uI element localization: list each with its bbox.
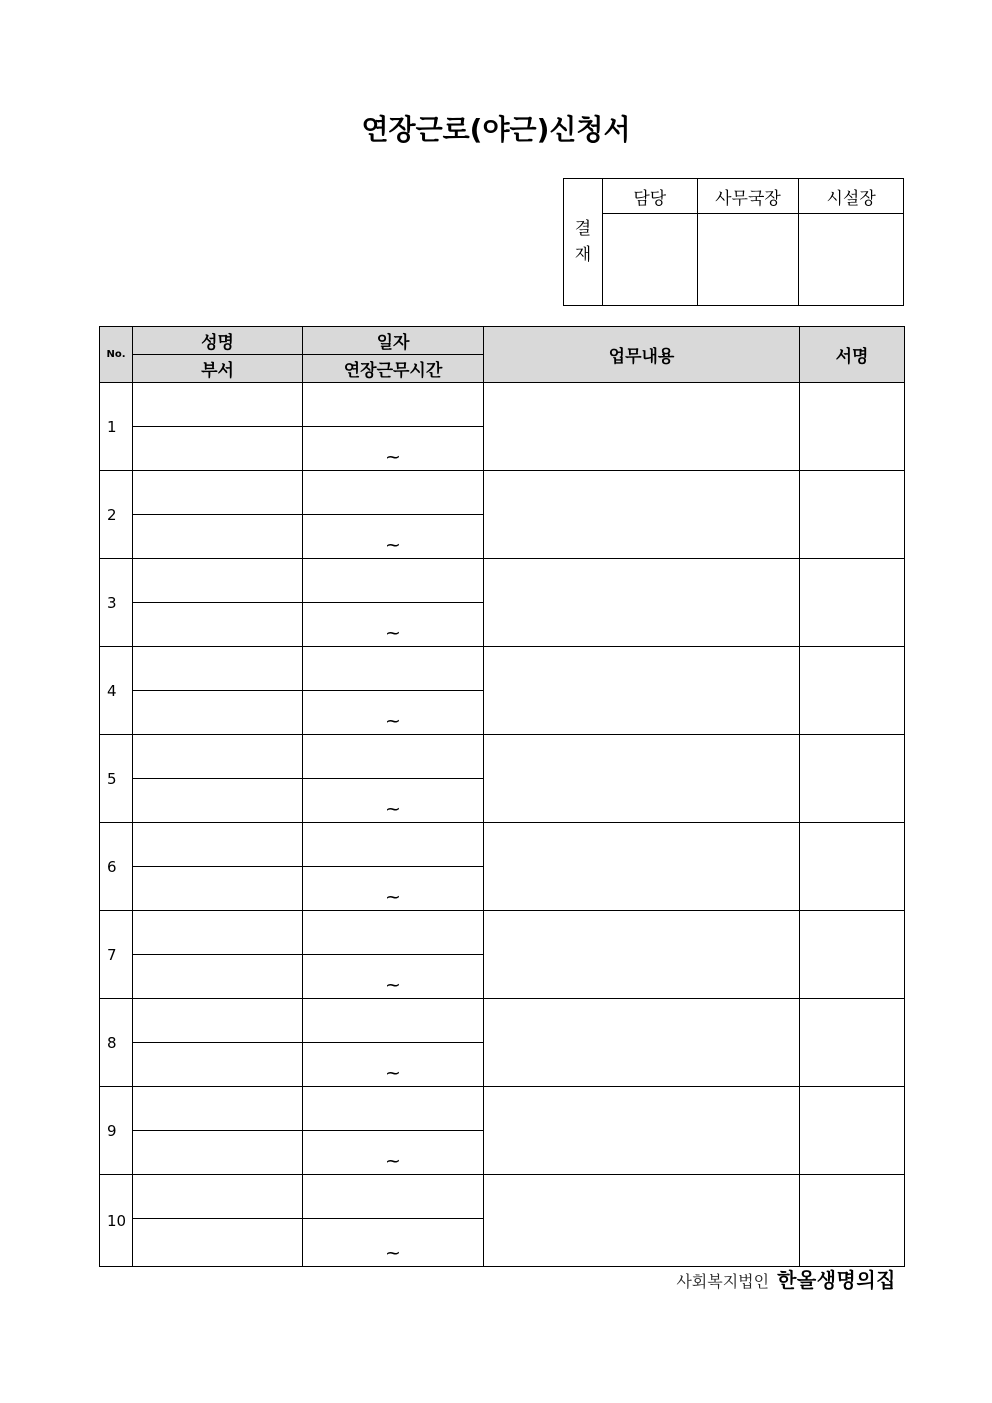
department-cell[interactable] xyxy=(133,603,303,647)
work-content-cell[interactable] xyxy=(484,647,800,735)
row-number: 2 xyxy=(100,471,133,559)
name-cell[interactable] xyxy=(133,823,303,867)
row-number: 9 xyxy=(100,1087,133,1175)
row-number: 3 xyxy=(100,559,133,647)
footer xyxy=(676,1264,896,1293)
name-cell[interactable] xyxy=(133,735,303,779)
overtime-hours-cell[interactable]: ~ xyxy=(303,867,484,911)
row-number: 1 xyxy=(100,383,133,471)
work-content-cell[interactable] xyxy=(484,999,800,1087)
approval-col-staff: 담당 xyxy=(602,179,697,214)
department-cell[interactable] xyxy=(133,1043,303,1087)
name-cell[interactable] xyxy=(133,471,303,515)
table-row xyxy=(100,559,905,603)
overtime-hours-cell[interactable]: ~ xyxy=(303,955,484,999)
footer-org-name: 한올생명의집 xyxy=(777,1268,896,1292)
date-cell[interactable] xyxy=(303,383,484,427)
work-content-cell[interactable] xyxy=(484,823,800,911)
table-row xyxy=(100,647,905,691)
row-number: 8 xyxy=(100,999,133,1087)
table-row xyxy=(100,471,905,515)
signature-cell[interactable] xyxy=(800,1175,905,1267)
department-cell[interactable] xyxy=(133,779,303,823)
signature-cell[interactable] xyxy=(800,823,905,911)
name-cell[interactable] xyxy=(133,911,303,955)
signature-cell[interactable] xyxy=(800,911,905,999)
approval-sign-staff[interactable] xyxy=(602,214,697,306)
table-row xyxy=(100,1087,905,1131)
table-row xyxy=(100,911,905,955)
approval-col-secretary-general: 사무국장 xyxy=(697,179,799,214)
department-cell[interactable] xyxy=(133,1219,303,1267)
approval-box xyxy=(563,178,904,306)
date-cell[interactable] xyxy=(303,999,484,1043)
name-cell[interactable] xyxy=(133,1087,303,1131)
header-work-content: 업무내용 xyxy=(484,327,800,383)
header-department: 부서 xyxy=(133,355,303,383)
date-cell[interactable] xyxy=(303,647,484,691)
header-name: 성명 xyxy=(133,327,303,355)
department-cell[interactable] xyxy=(133,427,303,471)
overtime-hours-cell[interactable]: ~ xyxy=(303,427,484,471)
department-cell[interactable] xyxy=(133,515,303,559)
department-cell[interactable] xyxy=(133,867,303,911)
footer-org-type: 사회복지법인 xyxy=(676,1272,770,1291)
work-content-cell[interactable] xyxy=(484,1175,800,1267)
work-content-cell[interactable] xyxy=(484,1087,800,1175)
overtime-hours-cell[interactable]: ~ xyxy=(303,779,484,823)
table-row xyxy=(100,383,905,427)
date-cell[interactable] xyxy=(303,823,484,867)
row-number: 10 xyxy=(100,1175,133,1267)
department-cell[interactable] xyxy=(133,955,303,999)
date-cell[interactable] xyxy=(303,735,484,779)
row-number: 6 xyxy=(100,823,133,911)
overtime-hours-cell[interactable]: ~ xyxy=(303,603,484,647)
date-cell[interactable] xyxy=(303,471,484,515)
work-content-cell[interactable] xyxy=(484,383,800,471)
overtime-hours-cell[interactable]: ~ xyxy=(303,515,484,559)
name-cell[interactable] xyxy=(133,647,303,691)
approval-label-char-1: 결 xyxy=(574,219,592,239)
date-cell[interactable] xyxy=(303,911,484,955)
signature-cell[interactable] xyxy=(800,471,905,559)
table-row xyxy=(100,1175,905,1219)
header-overtime-hours: 연장근무시간 xyxy=(303,355,484,383)
header-signature: 서명 xyxy=(800,327,905,383)
row-number: 4 xyxy=(100,647,133,735)
approval-label-char-2: 재 xyxy=(574,245,592,265)
overtime-hours-cell[interactable]: ~ xyxy=(303,1043,484,1087)
work-content-cell[interactable] xyxy=(484,735,800,823)
date-cell[interactable] xyxy=(303,1175,484,1219)
approval-sign-secretary-general[interactable] xyxy=(697,214,799,306)
approval-sign-director[interactable] xyxy=(799,214,904,306)
header-date: 일자 xyxy=(303,327,484,355)
table-row xyxy=(100,735,905,779)
signature-cell[interactable] xyxy=(800,735,905,823)
work-content-cell[interactable] xyxy=(484,559,800,647)
name-cell[interactable] xyxy=(133,383,303,427)
overtime-hours-cell[interactable]: ~ xyxy=(303,1131,484,1175)
overtime-hours-cell[interactable]: ~ xyxy=(303,691,484,735)
department-cell[interactable] xyxy=(133,1131,303,1175)
row-number: 7 xyxy=(100,911,133,999)
date-cell[interactable] xyxy=(303,1087,484,1131)
row-number: 5 xyxy=(100,735,133,823)
department-cell[interactable] xyxy=(133,691,303,735)
table-row xyxy=(100,999,905,1043)
header-no: No. xyxy=(100,327,133,383)
work-content-cell[interactable] xyxy=(484,471,800,559)
signature-cell[interactable] xyxy=(800,647,905,735)
overtime-hours-cell[interactable]: ~ xyxy=(303,1219,484,1267)
document-title: 연장근로(야근)신청서 xyxy=(361,113,631,146)
work-content-cell[interactable] xyxy=(484,911,800,999)
date-cell[interactable] xyxy=(303,559,484,603)
approval-label xyxy=(564,179,603,306)
name-cell[interactable] xyxy=(133,559,303,603)
overtime-request-table xyxy=(99,326,905,1267)
signature-cell[interactable] xyxy=(800,383,905,471)
name-cell[interactable] xyxy=(133,1175,303,1219)
signature-cell[interactable] xyxy=(800,559,905,647)
name-cell[interactable] xyxy=(133,999,303,1043)
signature-cell[interactable] xyxy=(800,999,905,1087)
table-row xyxy=(100,823,905,867)
approval-col-director: 시설장 xyxy=(799,179,904,214)
signature-cell[interactable] xyxy=(800,1087,905,1175)
